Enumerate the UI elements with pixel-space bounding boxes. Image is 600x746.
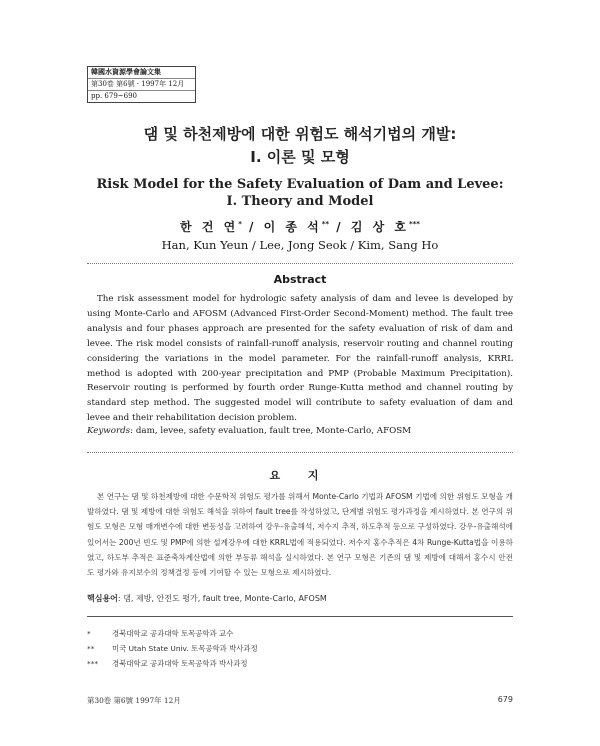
- footnote-item: [87, 641, 513, 656]
- footnote-text: 경북대학교 공과대학 토목공학과 박사과정: [112, 659, 248, 668]
- divider-dotted: [87, 263, 513, 264]
- footnote-mark: *: [87, 629, 91, 638]
- author-name: 이 종 석: [263, 220, 322, 234]
- journal-name: 韓國水資源學會論文集: [88, 67, 195, 79]
- abstract-body: The risk assessment model for hydrologic safety analysis of dam and levee is developed by using Monte-Carlo and AFOSM (Advanced First-Order Second-Moment) method. The fault tree analysis and four phases approach are presented for the safety evaluation of risk of dam and levee. The risk model consists of rainfall-runoff analysis, reservoir routing and channel routing considering the variations in the model parameter. For the rainfall-runoff analysis, KRRL method is adopted with 200-year precipitation and PMP (Probable Maximum Precipitation). Reservoir routing is performed by fourth order Runge-Kutta method and channel routing by standard step method. The suggested model will contribute to safety evaluation of dam and levee and their rehabilitation decision problem.: [87, 294, 513, 424]
- footnote-text: 미국 Utah State Univ. 토목공학과 박사과정: [112, 644, 258, 653]
- title-en-line1: Risk Model for the Safety Evaluation of Dam and Levee:: [96, 177, 504, 192]
- author-separator: /: [329, 220, 351, 234]
- affiliation-footnotes: [87, 626, 513, 671]
- korean-keywords: [87, 593, 513, 605]
- footnote-mark: **: [87, 644, 95, 653]
- author-separator: /: [241, 220, 264, 234]
- keywords-text: : dam, levee, safety evaluation, fault tree, Monte-Carlo, AFOSM: [130, 426, 412, 436]
- korean-abstract-heading: 요 지: [269, 469, 331, 482]
- author-name: 김 상 호: [350, 220, 409, 234]
- abstract-heading: Abstract: [273, 273, 327, 286]
- journal-pages: pp. 679~690: [91, 92, 137, 100]
- author-mark: **: [321, 220, 330, 228]
- keywords-label: Keywords: [87, 426, 131, 436]
- authors-english: Han, Kun Yeun / Lee, Jong Seok / Kim, Sang Ho: [161, 238, 439, 252]
- footnote-rule: [87, 616, 513, 617]
- footer-journal-issue: 第30卷 第6號 1997年 12月: [87, 696, 181, 705]
- korean-keywords-text: : 댐, 제방, 안전도 평가, fault tree, Monte-Carlo, AFOSM: [117, 594, 327, 603]
- authors-korean: [0, 218, 600, 235]
- korean-keywords-label: 핵심용어: [87, 594, 118, 603]
- title-ko-line1: 댐 및 하천제방에 대한 위험도 해석기법의 개발:: [143, 125, 457, 143]
- page-footer: [87, 695, 513, 706]
- divider-dotted: [87, 452, 513, 453]
- footnote-text: 경북대학교 공과대학 토목공학과 교수: [112, 629, 234, 638]
- korean-abstract-body: 본 연구는 댐 및 하천제방에 대한 수문학적 위험도 평가를 위해서 Monte-Carlo 기법과 AFOSM 기법에 의한 위험도 모형을 개발하였다. 댐 및 제방에 대한 위험도 해석을 위하여 fault tree를 작성하였고, 단계별 위험도 평가과정을 제시하였다. 본 연구의 위험도 모형은 모형 매개변수에 대한 변동성을 고려하여 강우-유출해석, 저수지 추적, 하도추적 등으로 구성하였다. 강우-유출해석에 있어서는 200년 빈도 및 PMP에 의한 설계강우에 대한 KRRL법에 적용되었다. 저수지 홍수추적은 4차 Runge-Kutta법을 이용하였고, 하도부 추적은 표준축차계산법에 의한 부등류 해석을 실시하였다. 본 연구 모형은 기존의 댐 및 제방에 대해서 홍수시 안전도 평가와 유지보수의 정책결정 등에 기여할 수 있는 모형으로 제시하였다.: [87, 492, 513, 578]
- keywords: [87, 425, 513, 438]
- author-mark: *: [238, 220, 242, 228]
- footnote-item: [87, 626, 513, 641]
- author-mark: ***: [408, 220, 420, 228]
- journal-volume: 第30卷 第6號 · 1997年 12月: [88, 79, 195, 91]
- footnote-mark: ***: [87, 659, 99, 668]
- title-ko-line2: I. 이론 및 모형: [250, 148, 350, 166]
- journal-info-box: [87, 66, 196, 103]
- title-en-line2: I. Theory and Model: [226, 194, 374, 209]
- page-number: 679: [497, 695, 513, 704]
- author-name: 한 건 연: [180, 220, 239, 234]
- footnote-item: [87, 656, 513, 671]
